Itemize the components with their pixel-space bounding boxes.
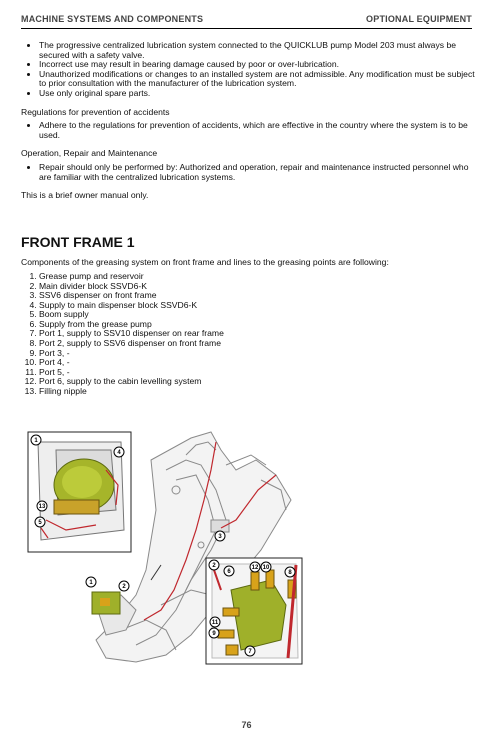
- front-frame-figure: [26, 430, 304, 666]
- svg-text:7: 7: [248, 649, 252, 655]
- svg-text:6: 6: [227, 569, 231, 575]
- list-item: 3. SSV6 dispenser on front frame: [39, 291, 476, 301]
- svg-text:2: 2: [212, 563, 216, 569]
- section-title-accidents: Regulations for prevention of accidents: [21, 106, 170, 117]
- svg-text:11: 11: [211, 620, 219, 626]
- safety-bullet-list: [21, 41, 476, 99]
- list-item: 10. Port 4, -: [39, 358, 476, 368]
- callout-13: [37, 501, 47, 511]
- list-item: • Repair should only be performed by: Authorized and operation, repair and maintenance instructed personnel who are familiar with the centralized lubrication systems.: [39, 163, 476, 182]
- list-item: 13. Filling nipple: [39, 387, 476, 397]
- brief-note: This is a brief owner manual only.: [21, 190, 149, 201]
- svg-text:12: 12: [251, 565, 259, 571]
- component-list: [21, 272, 476, 397]
- list-item: 1. Grease pump and reservoir: [39, 272, 476, 282]
- svg-text:9: 9: [212, 631, 216, 637]
- svg-text:13: 13: [38, 504, 46, 510]
- svg-text:2: 2: [122, 584, 126, 590]
- section-heading: FRONT FRAME 1: [21, 233, 135, 250]
- operation-bullet-list: [21, 163, 476, 182]
- callout-10: [261, 562, 271, 572]
- page-content: [21, 35, 476, 397]
- svg-text:1: 1: [89, 580, 93, 586]
- list-item: • The progressive centralized lubrication system connected to the QUICKLUB pump Model 203 must always be secured with a safety valve.: [39, 41, 476, 60]
- page-header: [21, 10, 472, 29]
- list-item: • Unauthorized modifications or changes to an installed system are not admissible. Any modification must be subject to prior consultation with the manufacturer of the lubrication system.: [39, 70, 476, 89]
- svg-text:5: 5: [38, 520, 42, 526]
- list-item: • Use only original spare parts.: [39, 89, 476, 99]
- list-item: 8. Port 2, supply to SSV6 dispenser on front frame: [39, 339, 476, 349]
- list-item: 9. Port 3, -: [39, 349, 476, 359]
- callout-2a: [119, 581, 129, 591]
- list-item: 4. Supply to main dispenser block SSVD6-K: [39, 301, 476, 311]
- list-item: 5. Boom supply: [39, 310, 476, 320]
- list-item: 6. Supply from the grease pump: [39, 320, 476, 330]
- callout-7: [245, 646, 255, 656]
- svg-text:3: 3: [218, 534, 222, 540]
- header-right: OPTIONAL EQUIPMENT: [366, 14, 472, 24]
- svg-text:1: 1: [34, 438, 38, 444]
- callout-5: [35, 517, 45, 527]
- svg-text:10: 10: [262, 565, 270, 571]
- callout-2b: [209, 560, 219, 570]
- list-item: 12. Port 6, supply to the cabin levelling system: [39, 377, 476, 387]
- list-item: 2. Main divider block SSVD6-K: [39, 282, 476, 292]
- callout-6: [224, 566, 234, 576]
- list-item: • Adhere to the regulations for prevention of accidents, which are effective in the country where the system is to be used.: [39, 121, 476, 140]
- page-number: 76: [241, 720, 252, 730]
- svg-text:4: 4: [117, 450, 121, 456]
- callout-3: [215, 531, 225, 541]
- front-frame-illustration: [26, 430, 304, 666]
- callout-9: [209, 628, 219, 638]
- svg-text:8: 8: [288, 570, 292, 576]
- list-item: • Incorrect use may result in bearing damage caused by poor or over-lubrication.: [39, 60, 476, 70]
- list-item: 7. Port 1, supply to SSV10 dispenser on rear frame: [39, 329, 476, 339]
- callout-1b: [86, 577, 96, 587]
- callout-8: [285, 567, 295, 577]
- callout-1a: [31, 435, 41, 445]
- callout-11: [210, 617, 220, 627]
- callout-12: [250, 562, 260, 572]
- callout-4: [114, 447, 124, 457]
- list-item: 11. Port 5, -: [39, 368, 476, 378]
- section-intro: Components of the greasing system on front frame and lines to the greasing points are following:: [21, 257, 389, 268]
- header-left: MACHINE SYSTEMS AND COMPONENTS: [21, 14, 204, 24]
- section-title-operation: Operation, Repair and Maintenance: [21, 148, 158, 159]
- accidents-bullet-list: [21, 121, 476, 140]
